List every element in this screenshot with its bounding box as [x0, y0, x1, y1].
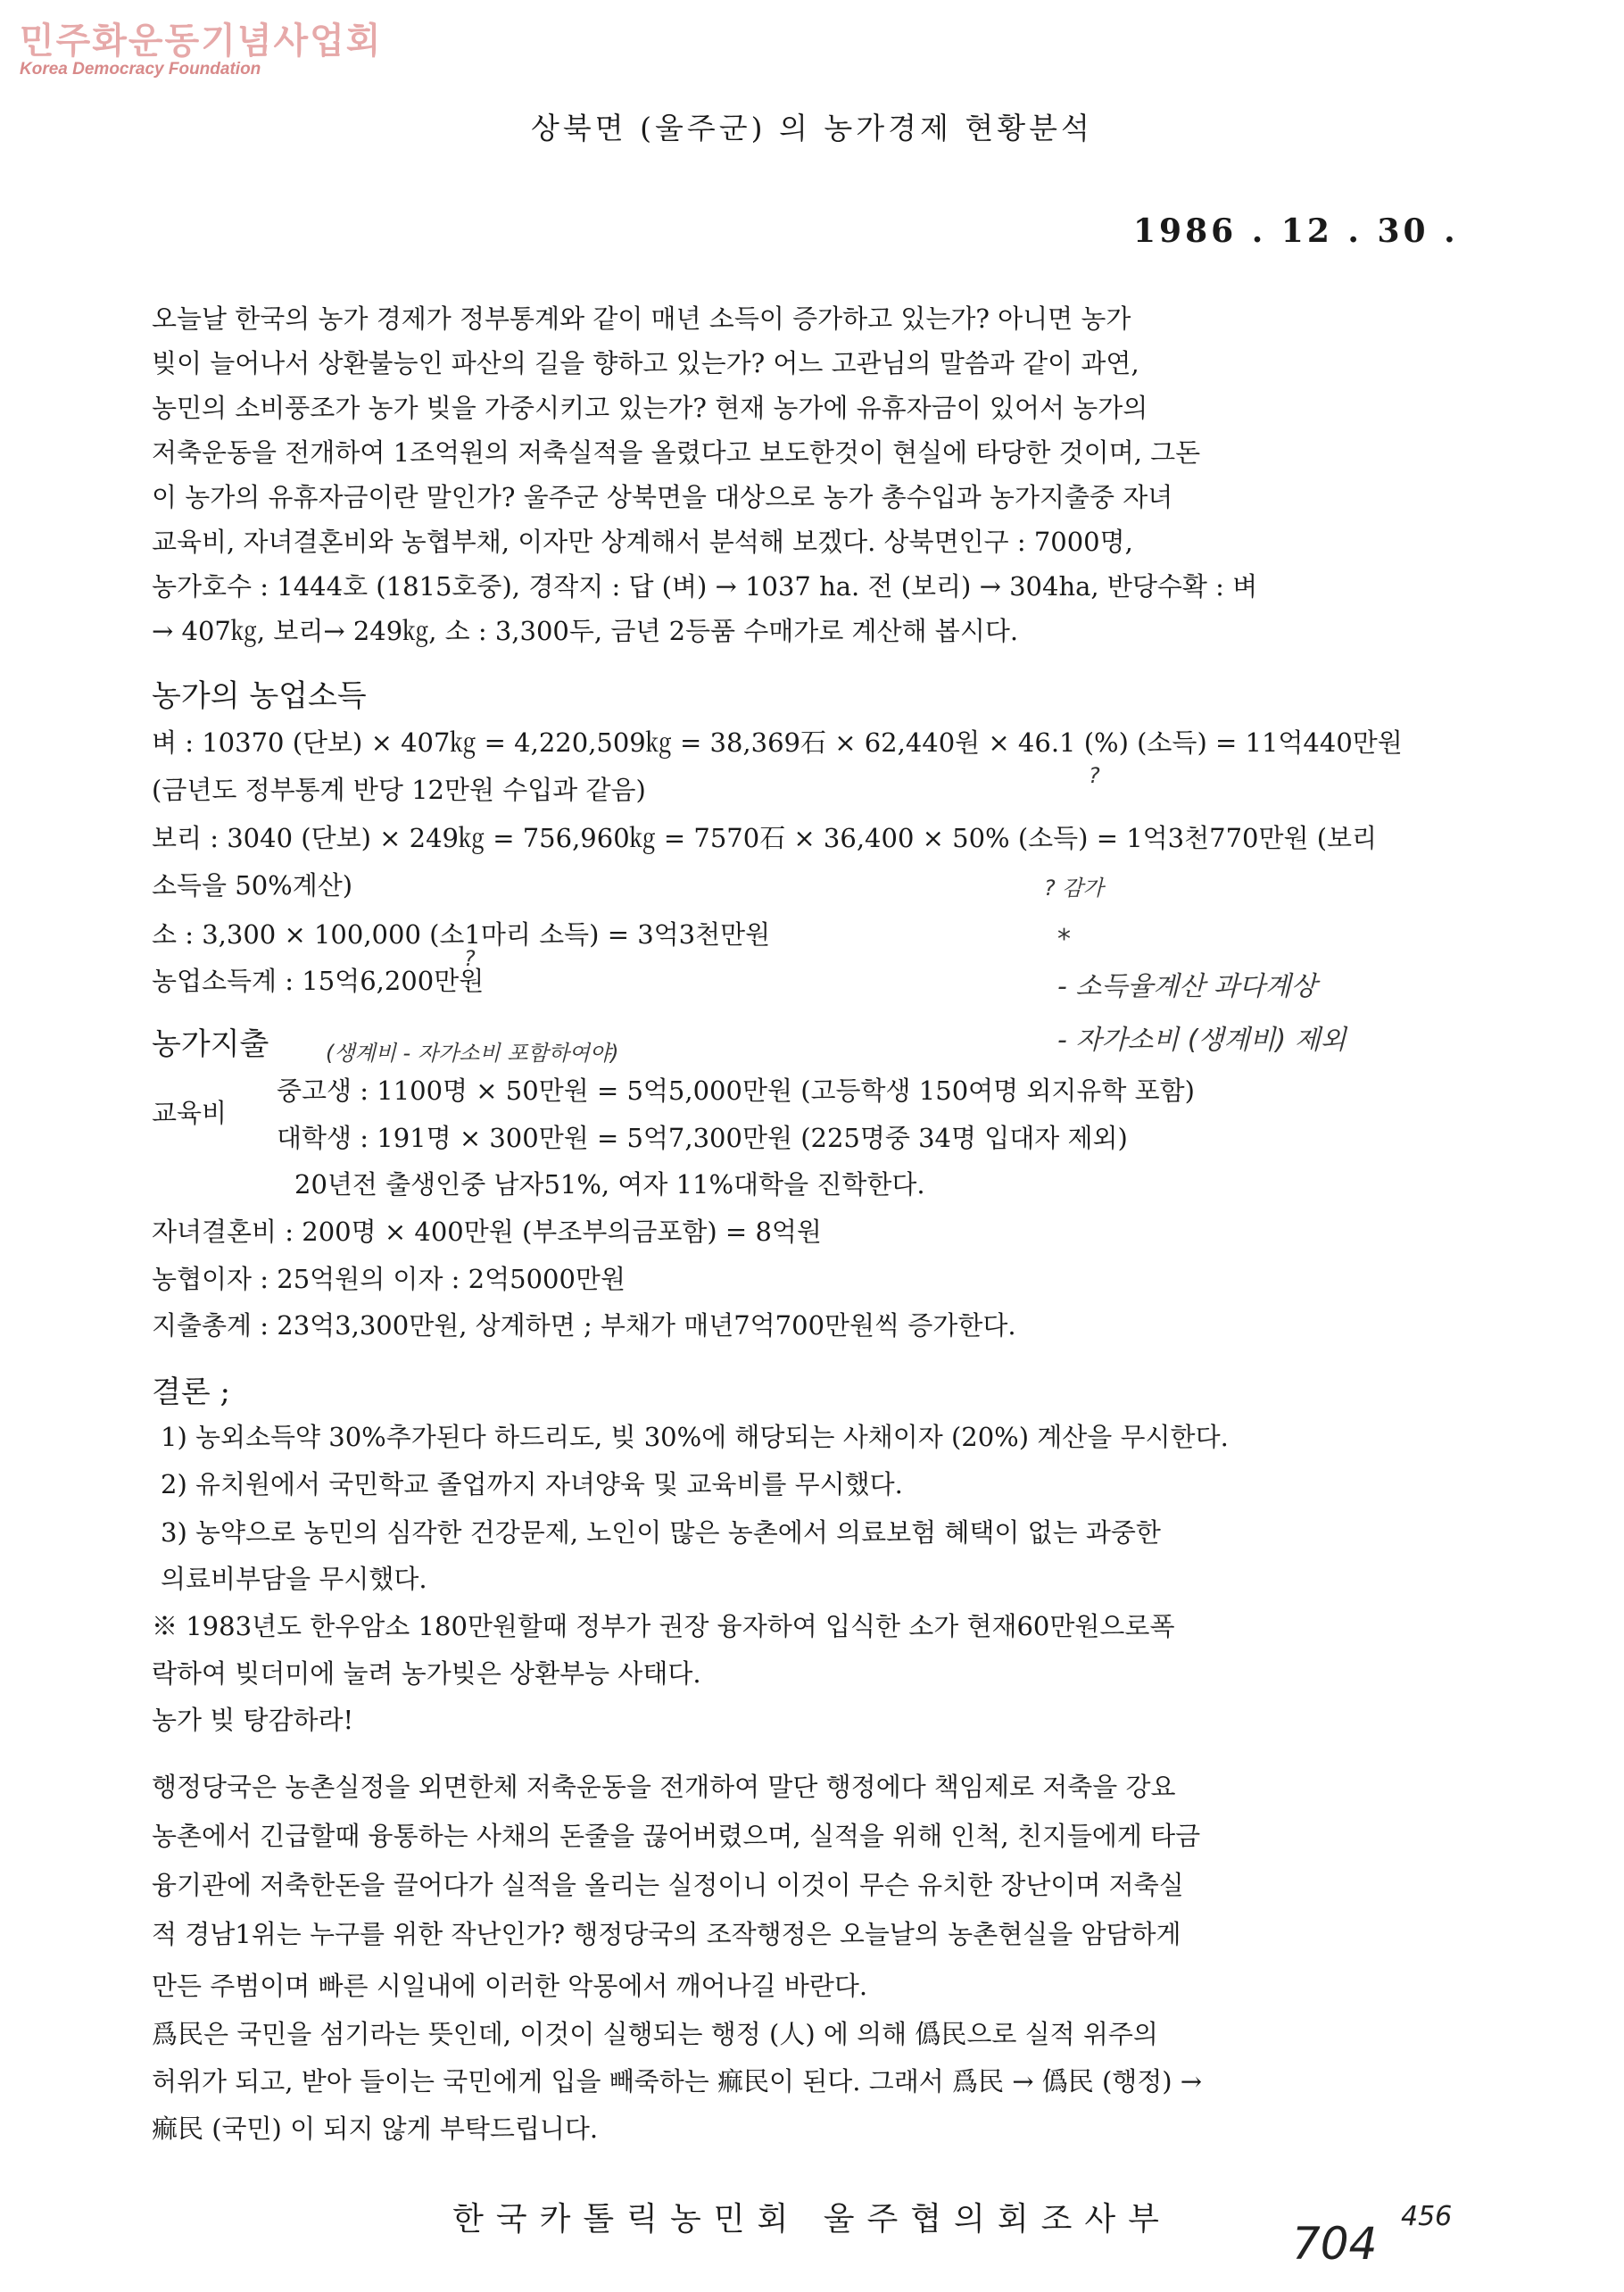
watermark-english: Korea Democracy Foundation	[20, 60, 261, 79]
intro-line: 교육비, 자녀결혼비와 농협부채, 이자만 상계해서 분석해 보겠다. 상북면인구 : 7000명,	[152, 527, 1133, 557]
conclusion-line: 2) 유치원에서 국민학교 졸업까지 자녀양육 및 교육비를 무시했다.	[161, 1469, 903, 1499]
expense-line-secondary: 중고생 : 1100명 × 50만원 = 5억5,000만원 (고등학생 150여명 외지유학 포함)	[277, 1075, 1196, 1106]
conclusion-slogan: 농가 빚 탕감하라!	[152, 1705, 354, 1735]
expense-heading: 농가지출	[152, 1026, 269, 1062]
archive-serial-number: 704	[1292, 2218, 1378, 2270]
intro-line: 빚이 늘어나서 상환불능인 파산의 길을 향하고 있는가? 어느 고관님의 말씀과 같이 과연,	[152, 348, 1139, 378]
expense-total: 지출총계 : 23억3,300만원, 상계하면 ; 부채가 매년7억700만원씩 증가한다.	[152, 1310, 1016, 1341]
closing-line: 爲民은 국민을 섬기라는 뜻인데, 이것이 실행되는 행정 (人) 에 의해 僞民으로 실적 위주의	[152, 2019, 1158, 2049]
conclusion-note: ※ 1983년도 한우암소 180만원할때 정부가 권장 융자하여 입식한 소가 현재60만원으로폭	[152, 1611, 1175, 1641]
handwritten-expense-note: (생계비 - 자가소비 포함하여야)	[326, 1041, 619, 1066]
footer-organization: 한국카톨릭농민회 울주협의회조사부	[452, 2201, 1172, 2238]
income-line-rice: 벼 : 10370 (단보) × 407㎏ = 4,220,509㎏ = 38,369石 × 62,440원 × 46.1 (%) (소득) = 11억440만원	[152, 727, 1403, 758]
conclusion-line: 1) 농외소득약 30%추가된다 하드리도, 빚 30%에 해당되는 사채이자 (20%) 계산을 무시한다.	[161, 1422, 1229, 1452]
conclusion-note: 락하여 빚더미에 눌려 농가빚은 상환부능 사태다.	[152, 1658, 701, 1689]
intro-line: 저축운동을 전개하여 1조억원의 저축실적을 올렸다고 보도한것이 현실에 타당한 것이며, 그돈	[152, 437, 1201, 468]
closing-line: 적 경남1위는 누구를 위한 작난인가? 행정당국의 조작행정은 오늘날의 농촌현실을 암담하게	[152, 1919, 1181, 1949]
intro-line: → 407㎏, 보리→ 249㎏, 소 : 3,300두, 금년 2등품 수매가로 계산해 봅시다.	[152, 616, 1019, 646]
closing-line: 허위가 되고, 받아 들이는 국민에게 입을 빼죽하는 痲民이 된다. 그래서 爲民 → 僞民 (행정) →	[152, 2066, 1203, 2097]
handwritten-question: ?	[1089, 763, 1100, 788]
intro-line: 농가호수 : 1444호 (1815호중), 경작지 : 답 (벼) → 1037 ha. 전 (보리) → 304ha, 반당수확 : 벼	[152, 571, 1258, 602]
intro-line: 이 농가의 유휴자금이란 말인가? 울주군 상북면을 대상으로 농가 총수입과 농가지출중 자녀	[152, 482, 1173, 512]
expense-line-college: 대학생 : 191명 × 300만원 = 5억7,300만원 (225명중 34명 입대자 제외)	[277, 1123, 1128, 1153]
expense-line-wedding: 자녀결혼비 : 200명 × 400만원 (부조부의금포함) = 8억원	[152, 1217, 822, 1247]
watermark	[20, 12, 382, 79]
closing-line: 융기관에 저축한돈을 끌어다가 실적을 올리는 실정이니 이것이 무슨 유치한 장난이며 저축실	[152, 1870, 1184, 1900]
closing-line: 행정당국은 농촌실정을 외면한체 저축운동을 전개하여 말단 행정에다 책임제로 저축을 강요	[152, 1772, 1176, 1802]
closing-line: 만든 주범이며 빠른 시일내에 이러한 악몽에서 깨어나길 바란다.	[152, 1971, 868, 2001]
income-line-cattle: 소 : 3,300 × 100,000 (소1마리 소득) = 3억3천만원	[152, 919, 771, 950]
income-total: 농업소득계 : 15억6,200만원	[152, 966, 485, 996]
document-date: 1986 . 12 . 30 .	[1133, 212, 1459, 250]
income-heading: 농가의 농업소득	[152, 678, 367, 714]
intro-line: 오늘날 한국의 농가 경제가 정부통계와 같이 매년 소득이 증가하고 있는가? 아니면 농가	[152, 303, 1131, 334]
income-line-barley-note: 소득을 50%계산)	[152, 870, 353, 901]
conclusion-line: 3) 농약으로 농민의 심각한 건강문제, 노인이 많은 농촌에서 의료보험 혜택이 없는 과중한	[161, 1517, 1161, 1548]
conclusion-line: 의료비부담을 무시했다.	[161, 1564, 427, 1594]
income-line-note: (금년도 정부통계 반당 12만원 수입과 같음)	[152, 775, 646, 805]
document-title: 상북면 (울주군) 의 농가경제 현황분석	[531, 111, 1093, 145]
handwritten-note: - 소득율계산 과다계상	[1057, 971, 1317, 1002]
archive-serial-suffix: 456	[1401, 2201, 1453, 2232]
education-label: 교육비	[152, 1098, 228, 1128]
handwritten-question-remark: ? 감가	[1044, 876, 1104, 901]
handwritten-question: ?	[464, 946, 476, 971]
handwritten-note: - 자가소비 (생계비) 제외	[1057, 1025, 1346, 1056]
intro-line: 농민의 소비풍조가 농가 빚을 가중시키고 있는가? 현재 농가에 유휴자금이 있어서 농가의	[152, 393, 1148, 423]
conclusion-heading: 결론 ;	[152, 1374, 230, 1410]
expense-line-ratio: 20년전 출생인중 남자51%, 여자 11%대학을 진학한다.	[294, 1169, 925, 1200]
closing-line: 痲民 (국민) 이 되지 않게 부탁드립니다.	[152, 2113, 599, 2144]
watermark-korean: 민주화운동기념사업회	[20, 21, 383, 62]
income-line-barley: 보리 : 3040 (단보) × 249㎏ = 756,960㎏ = 7570石 × 36,400 × 50% (소득) = 1억3천770만원 (보리	[152, 823, 1378, 853]
handwritten-star: *	[1057, 924, 1071, 955]
closing-line: 농촌에서 긴급할때 융통하는 사채의 돈줄을 끊어버렸으며, 실적을 위해 인척, 친지들에게 타금	[152, 1821, 1201, 1851]
expense-line-interest: 농협이자 : 25억원의 이자 : 2억5000만원	[152, 1264, 626, 1294]
